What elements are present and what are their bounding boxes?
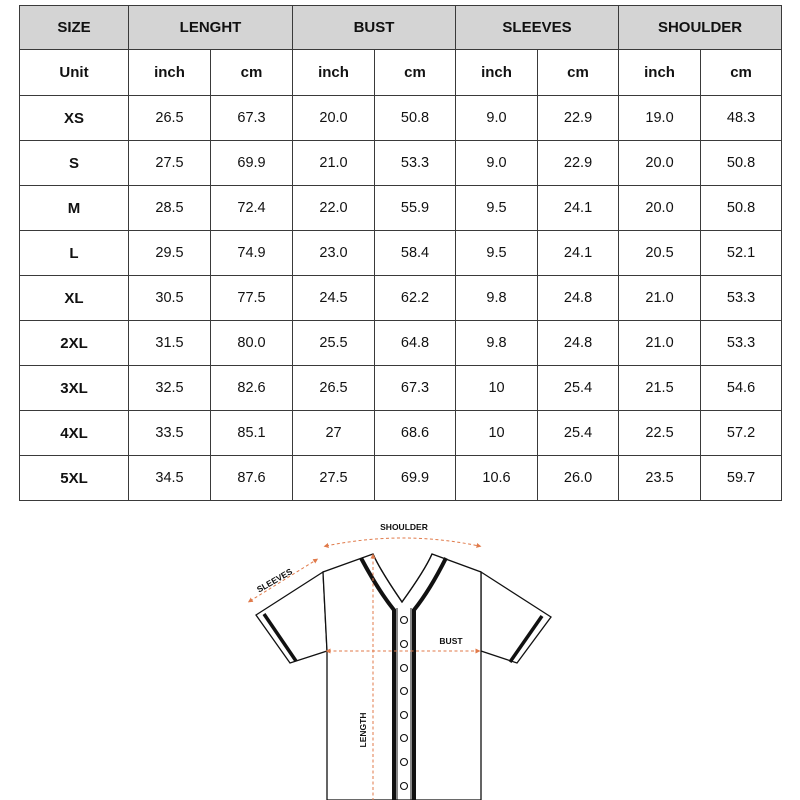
value-cell: 50.8 bbox=[375, 96, 456, 141]
value-cell: 25.4 bbox=[538, 366, 619, 411]
shoulder-measure-line bbox=[326, 538, 479, 546]
table-row bbox=[20, 366, 782, 411]
value-cell: 27 bbox=[293, 411, 375, 456]
value-cell: 80.0 bbox=[211, 321, 293, 366]
size-cell: L bbox=[20, 231, 129, 276]
value-cell: 20.5 bbox=[619, 231, 701, 276]
unit-cell: cm bbox=[701, 50, 782, 96]
value-cell: 9.5 bbox=[456, 186, 538, 231]
size-cell: XS bbox=[20, 96, 129, 141]
value-cell: 22.0 bbox=[293, 186, 375, 231]
value-cell: 24.8 bbox=[538, 276, 619, 321]
size-cell: 4XL bbox=[20, 411, 129, 456]
size-cell: S bbox=[20, 141, 129, 186]
value-cell: 20.0 bbox=[293, 96, 375, 141]
jersey-measurement-diagram bbox=[0, 505, 800, 800]
unit-cell: inch bbox=[293, 50, 375, 96]
value-cell: 24.5 bbox=[293, 276, 375, 321]
value-cell: 29.5 bbox=[129, 231, 211, 276]
value-cell: 64.8 bbox=[375, 321, 456, 366]
value-cell: 50.8 bbox=[701, 186, 782, 231]
length-label: LENGTH bbox=[358, 712, 368, 748]
value-cell: 26.5 bbox=[129, 96, 211, 141]
value-cell: 74.9 bbox=[211, 231, 293, 276]
value-cell: 28.5 bbox=[129, 186, 211, 231]
value-cell: 77.5 bbox=[211, 276, 293, 321]
value-cell: 72.4 bbox=[211, 186, 293, 231]
value-cell: 9.8 bbox=[456, 276, 538, 321]
value-cell: 20.0 bbox=[619, 141, 701, 186]
value-cell: 53.3 bbox=[701, 321, 782, 366]
value-cell: 23.5 bbox=[619, 456, 701, 501]
unit-cell: inch bbox=[619, 50, 701, 96]
value-cell: 21.0 bbox=[293, 141, 375, 186]
value-cell: 59.7 bbox=[701, 456, 782, 501]
value-cell: 55.9 bbox=[375, 186, 456, 231]
table-row bbox=[20, 411, 782, 456]
value-cell: 31.5 bbox=[129, 321, 211, 366]
value-cell: 52.1 bbox=[701, 231, 782, 276]
baseball-jersey-icon bbox=[0, 505, 800, 800]
size-cell: 3XL bbox=[20, 366, 129, 411]
size-chart-table bbox=[19, 5, 782, 501]
size-cell: M bbox=[20, 186, 129, 231]
value-cell: 50.8 bbox=[701, 141, 782, 186]
value-cell: 54.6 bbox=[701, 366, 782, 411]
value-cell: 69.9 bbox=[375, 456, 456, 501]
value-cell: 9.8 bbox=[456, 321, 538, 366]
table-row bbox=[20, 141, 782, 186]
value-cell: 67.3 bbox=[375, 366, 456, 411]
value-cell: 9.0 bbox=[456, 141, 538, 186]
size-cell: XL bbox=[20, 276, 129, 321]
value-cell: 20.0 bbox=[619, 186, 701, 231]
value-cell: 26.5 bbox=[293, 366, 375, 411]
value-cell: 21.5 bbox=[619, 366, 701, 411]
header-size: SIZE bbox=[20, 6, 129, 50]
value-cell: 25.4 bbox=[538, 411, 619, 456]
value-cell: 85.1 bbox=[211, 411, 293, 456]
table-row bbox=[20, 96, 782, 141]
value-cell: 53.3 bbox=[375, 141, 456, 186]
shoulder-label: SHOULDER bbox=[380, 522, 428, 532]
value-cell: 27.5 bbox=[129, 141, 211, 186]
value-cell: 68.6 bbox=[375, 411, 456, 456]
table-row bbox=[20, 456, 782, 501]
value-cell: 19.0 bbox=[619, 96, 701, 141]
header-length: LENGHT bbox=[129, 6, 293, 50]
value-cell: 21.0 bbox=[619, 276, 701, 321]
value-cell: 48.3 bbox=[701, 96, 782, 141]
size-cell: 5XL bbox=[20, 456, 129, 501]
value-cell: 10 bbox=[456, 411, 538, 456]
unit-label: Unit bbox=[20, 50, 129, 96]
value-cell: 10 bbox=[456, 366, 538, 411]
unit-cell: inch bbox=[456, 50, 538, 96]
value-cell: 34.5 bbox=[129, 456, 211, 501]
value-cell: 27.5 bbox=[293, 456, 375, 501]
unit-row bbox=[20, 50, 782, 96]
value-cell: 10.6 bbox=[456, 456, 538, 501]
table-row bbox=[20, 231, 782, 276]
size-cell: 2XL bbox=[20, 321, 129, 366]
value-cell: 24.8 bbox=[538, 321, 619, 366]
table-row bbox=[20, 276, 782, 321]
value-cell: 69.9 bbox=[211, 141, 293, 186]
value-cell: 82.6 bbox=[211, 366, 293, 411]
header-shoulder: SHOULDER bbox=[619, 6, 782, 50]
value-cell: 62.2 bbox=[375, 276, 456, 321]
bust-label: BUST bbox=[439, 636, 463, 646]
value-cell: 22.9 bbox=[538, 96, 619, 141]
value-cell: 9.0 bbox=[456, 96, 538, 141]
value-cell: 22.9 bbox=[538, 141, 619, 186]
value-cell: 30.5 bbox=[129, 276, 211, 321]
value-cell: 58.4 bbox=[375, 231, 456, 276]
header-sleeves: SLEEVES bbox=[456, 6, 619, 50]
unit-cell: cm bbox=[538, 50, 619, 96]
value-cell: 9.5 bbox=[456, 231, 538, 276]
value-cell: 26.0 bbox=[538, 456, 619, 501]
group-header-row bbox=[20, 6, 782, 50]
value-cell: 67.3 bbox=[211, 96, 293, 141]
value-cell: 23.0 bbox=[293, 231, 375, 276]
value-cell: 53.3 bbox=[701, 276, 782, 321]
unit-cell: inch bbox=[129, 50, 211, 96]
table-row bbox=[20, 186, 782, 231]
value-cell: 24.1 bbox=[538, 231, 619, 276]
value-cell: 25.5 bbox=[293, 321, 375, 366]
header-bust: BUST bbox=[293, 6, 456, 50]
value-cell: 33.5 bbox=[129, 411, 211, 456]
value-cell: 21.0 bbox=[619, 321, 701, 366]
unit-cell: cm bbox=[211, 50, 293, 96]
sleeves-label: SLEEVES bbox=[255, 566, 294, 595]
value-cell: 24.1 bbox=[538, 186, 619, 231]
value-cell: 87.6 bbox=[211, 456, 293, 501]
value-cell: 57.2 bbox=[701, 411, 782, 456]
unit-cell: cm bbox=[375, 50, 456, 96]
value-cell: 22.5 bbox=[619, 411, 701, 456]
value-cell: 32.5 bbox=[129, 366, 211, 411]
table-row bbox=[20, 321, 782, 366]
